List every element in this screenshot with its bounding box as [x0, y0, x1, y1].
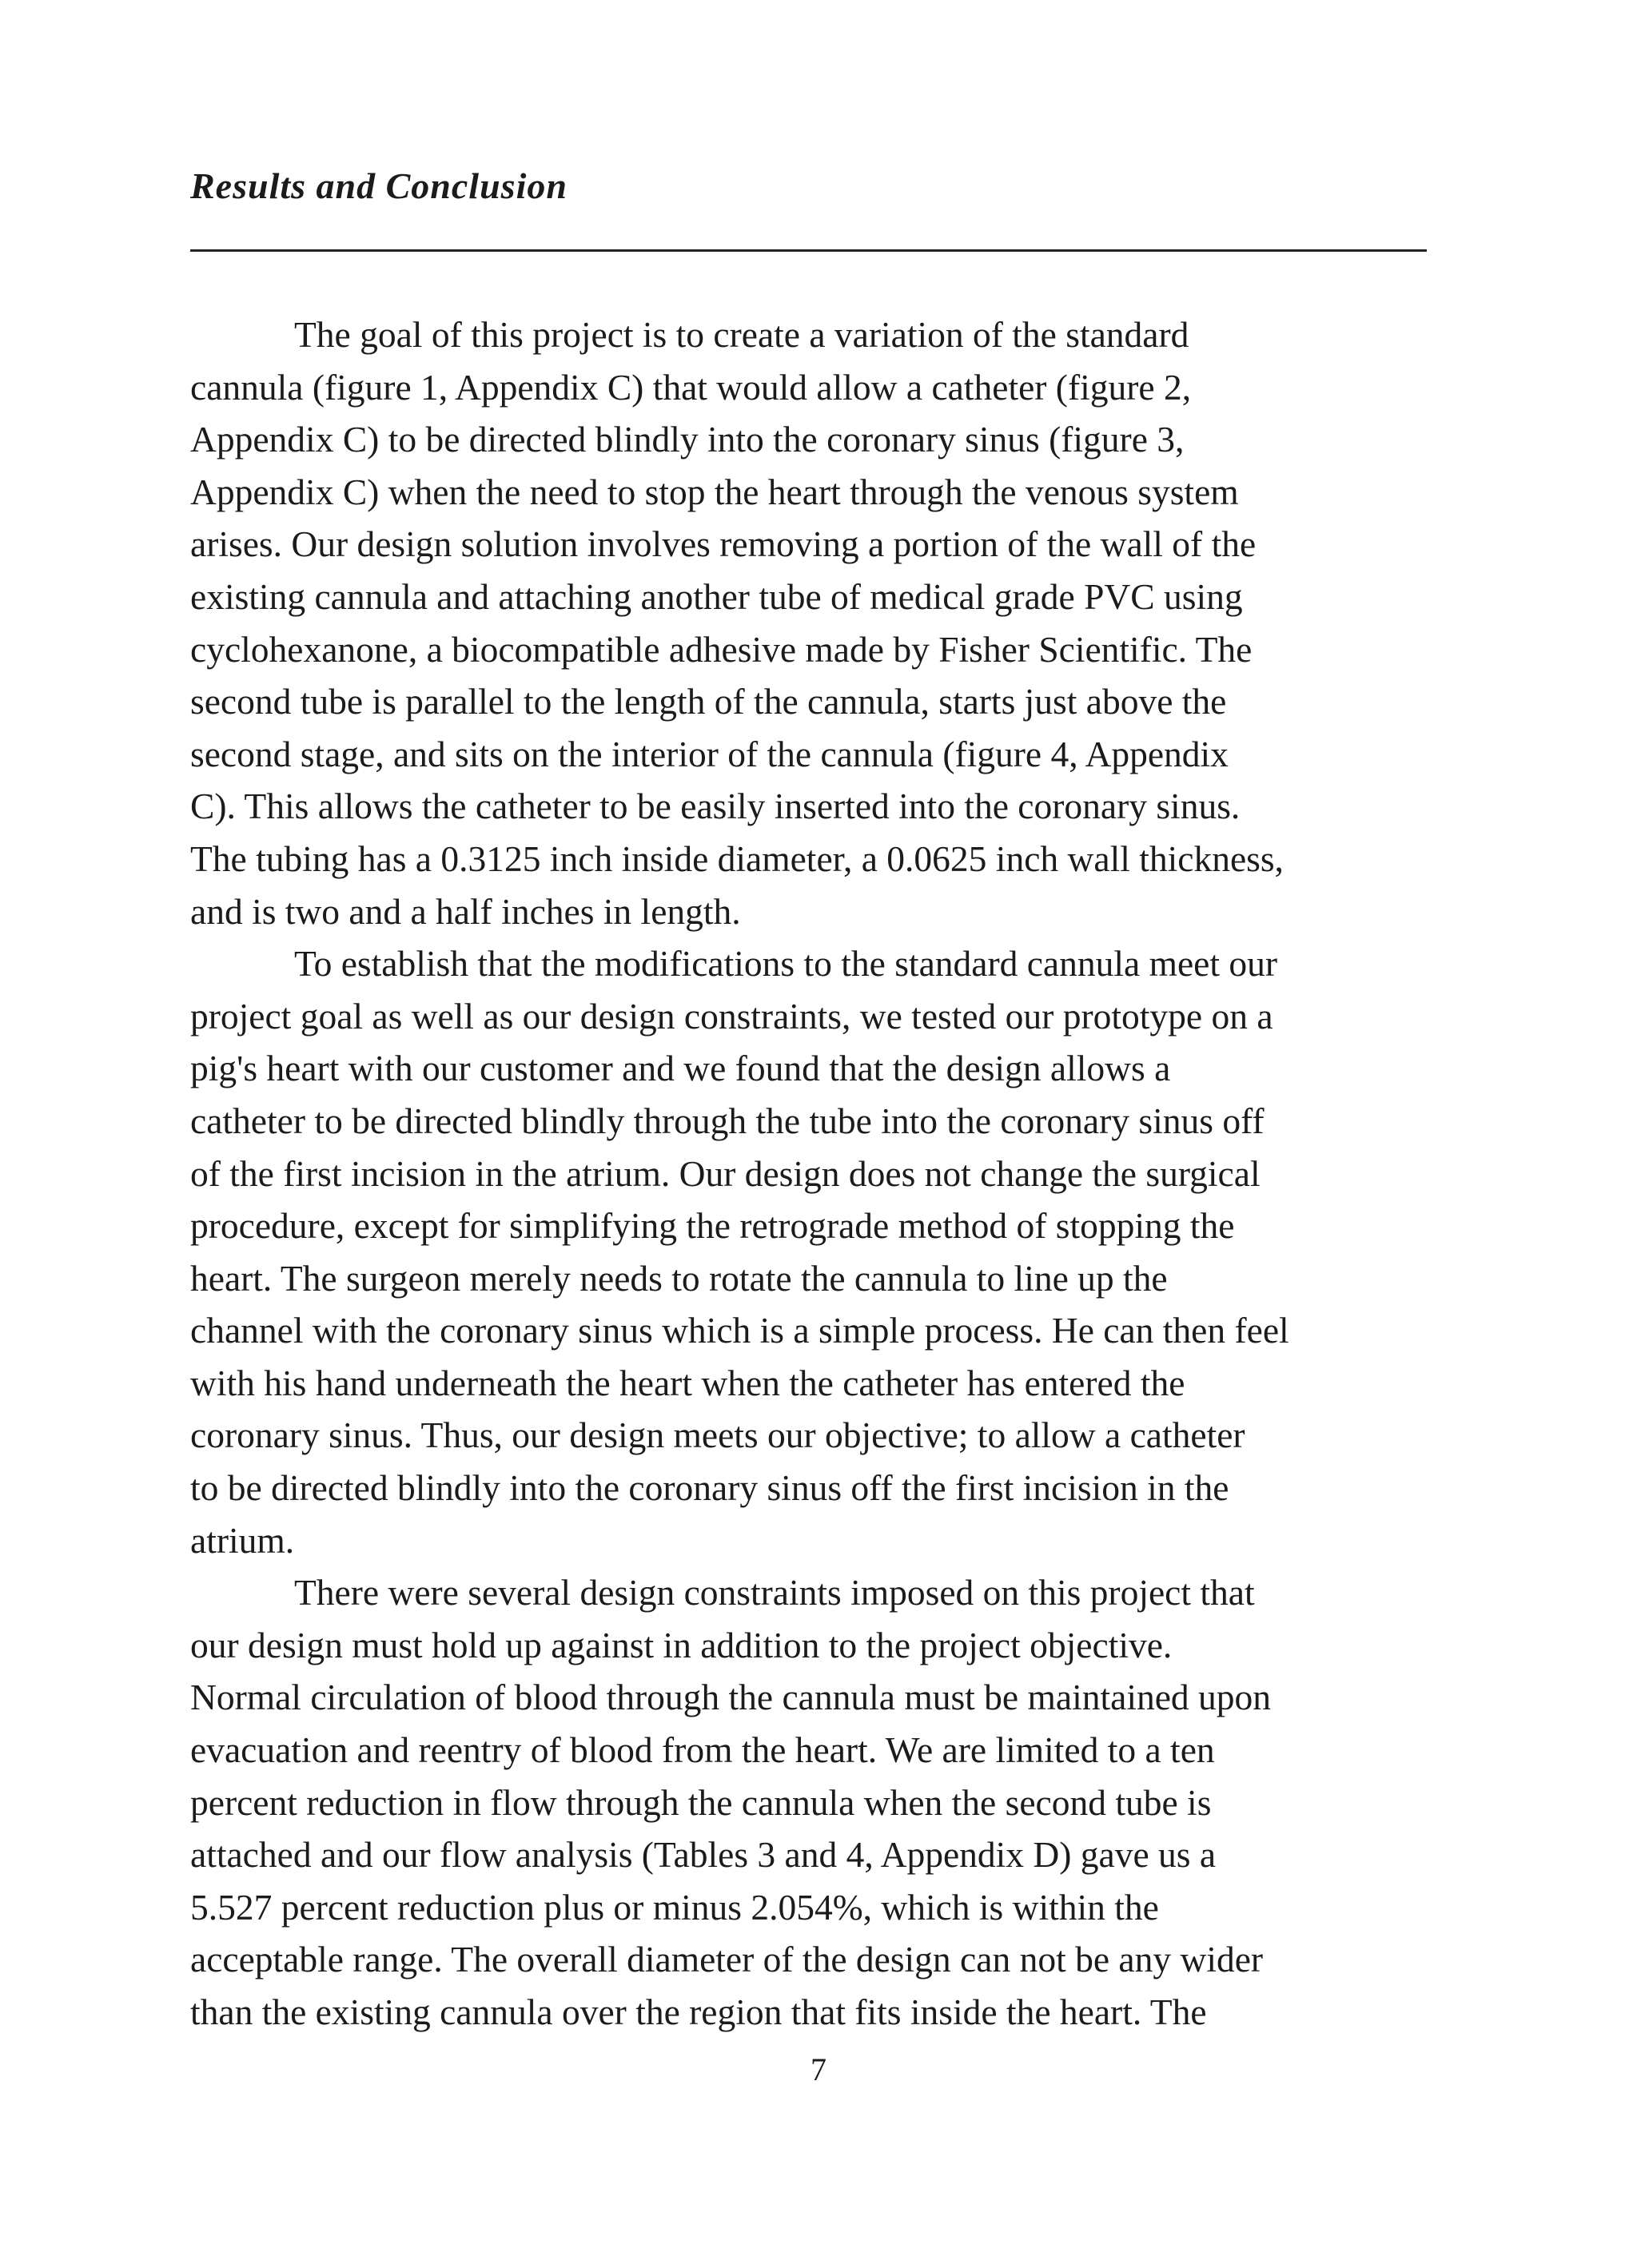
paragraph-line: arises. Our design solution involves removing a portion of the wall of the [190, 523, 1257, 565]
paragraph-line: attached and our flow analysis (Tables 3 and 4, Appendix D) gave us a [190, 1834, 1217, 1876]
paragraph-line: to be directed blindly into the coronary sinus off the first incision in the [190, 1467, 1229, 1509]
paragraph-line: and is two and a half inches in length. [190, 890, 741, 932]
paragraph-line: There were several design constraints imposed on this project that [294, 1572, 1255, 1613]
heading-rule [190, 249, 1427, 252]
paragraph-line: second stage, and sits on the interior of the cannula (figure 4, Appendix [190, 733, 1229, 774]
paragraph-line: with his hand underneath the heart when the catheter has entered the [190, 1362, 1185, 1403]
paragraph-line: coronary sinus. Thus, our design meets our objective; to allow a catheter [190, 1415, 1245, 1456]
paragraph-line: percent reduction in flow through the cannula when the second tube is [190, 1781, 1212, 1823]
paragraph-line: Appendix C) when the need to stop the heart through the venous system [190, 471, 1239, 512]
paragraph-line: acceptable range. The overall diameter of the design can not be any wider [190, 1939, 1264, 1980]
paragraph-line: cyclohexanone, a biocompatible adhesive made by Fisher Scientific. The [190, 628, 1253, 670]
paragraph-line: pig's heart with our customer and we found that the design allows a [190, 1048, 1171, 1089]
body-text [190, 308, 1453, 2039]
paragraph-line: atrium. [190, 1519, 295, 1561]
paragraph-line: The tubing has a 0.3125 inch inside diameter, a 0.0625 inch wall thickness, [190, 838, 1284, 879]
paragraph-line: 5.527 percent reduction plus or minus 2.054%, which is within the [190, 1886, 1159, 1928]
paragraph-line: procedure, except for simplifying the retrograde method of stopping the [190, 1205, 1235, 1247]
paragraph-line: To establish that the modifications to the standard cannula meet our [294, 943, 1278, 985]
section-heading: Results and Conclusion [190, 165, 568, 206]
paragraph-line: project goal as well as our design constraints, we tested our prototype on a [190, 995, 1273, 1037]
paragraph-line: existing cannula and attaching another tube of medical grade PVC using [190, 575, 1243, 617]
paragraph-line: catheter to be directed blindly through the tube into the coronary sinus off [190, 1100, 1265, 1141]
paragraph-line: of the first incision in the atrium. Our design does not change the surgical [190, 1152, 1261, 1194]
paragraph-line: our design must hold up against in addition to the project objective. [190, 1624, 1173, 1665]
paragraph-line: cannula (figure 1, Appendix C) that would allow a catheter (figure 2, [190, 366, 1192, 408]
paragraph-line: than the existing cannula over the region that fits inside the heart. The [190, 1991, 1207, 2032]
paragraph-line: Appendix C) to be directed blindly into the coronary sinus (figure 3, [190, 419, 1185, 460]
paragraph-line: heart. The surgeon merely needs to rotate the cannula to line up the [190, 1257, 1168, 1299]
paragraph-line: second tube is parallel to the length of the cannula, starts just above the [190, 681, 1227, 722]
page-number: 7 [811, 2051, 826, 2087]
paragraph-line: The goal of this project is to create a variation of the standard [294, 314, 1189, 355]
paragraph-line: evacuation and reentry of blood from the heart. We are limited to a ten [190, 1729, 1215, 1771]
paragraph-line: C). This allows the catheter to be easily inserted into the coronary sinus. [190, 786, 1241, 827]
paragraph-line: Normal circulation of blood through the cannula must be maintained upon [190, 1677, 1272, 1718]
paragraph-line: channel with the coronary sinus which is a simple process. He can then feel [190, 1310, 1289, 1351]
